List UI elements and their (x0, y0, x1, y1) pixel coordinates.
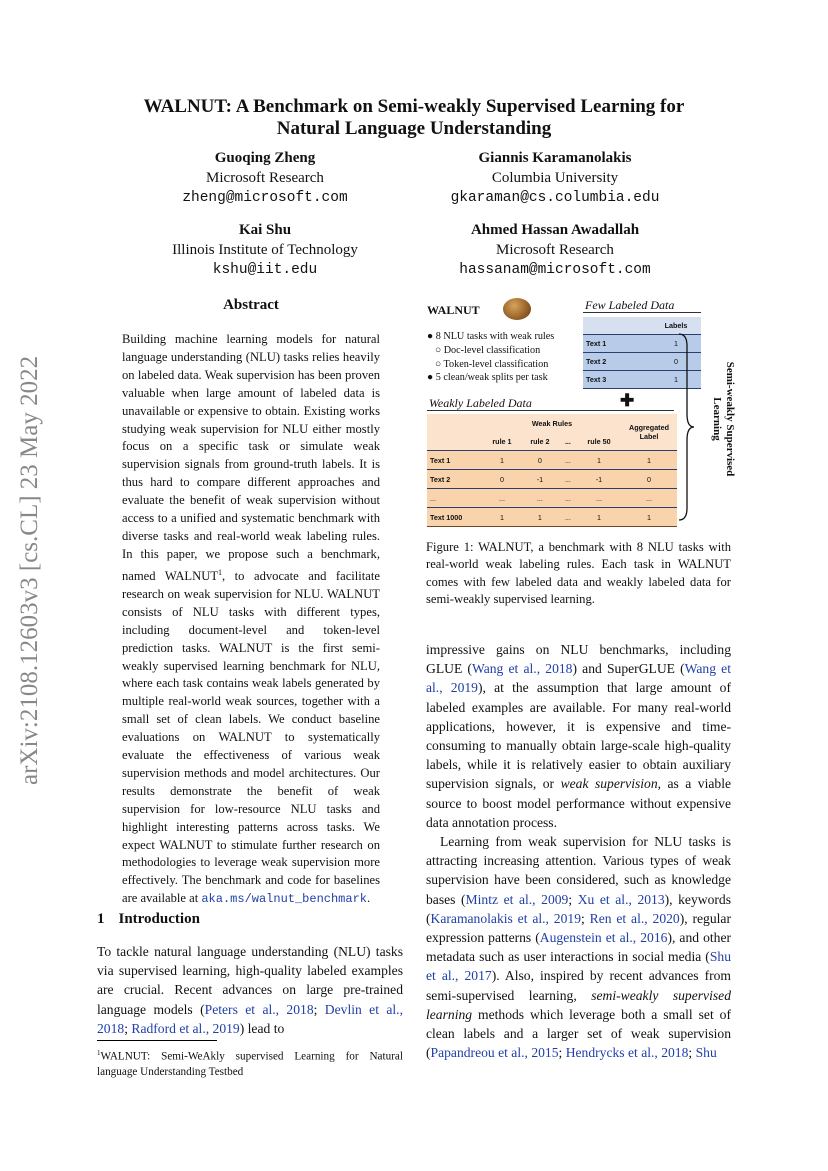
intro-paragraph (97, 942, 403, 1038)
citation-link[interactable]: Papandreou et al., 2015 (430, 1045, 559, 1061)
section-number: 1 (97, 911, 105, 927)
row-label: Text 1000 (427, 508, 483, 527)
body-text: ). Also, inspired by recent advances from semi-supervised learning, (426, 968, 731, 1003)
citation-link[interactable]: Shu et al., 2017 (426, 949, 731, 984)
row-label: Text 2 (427, 470, 483, 489)
footnote-divider (97, 1040, 217, 1041)
section-heading (97, 911, 387, 928)
cell: ... (577, 489, 621, 508)
bullet-text: 5 clean/weak splits per task (435, 372, 548, 384)
figure-1 (425, 296, 745, 531)
semi-weakly-vertical-label (710, 329, 736, 509)
right-brace-icon (677, 332, 695, 522)
body-text: ; (558, 1045, 566, 1061)
footnote-number: 1 (97, 1049, 101, 1057)
author-block (145, 220, 385, 280)
row-value: 1 (651, 335, 701, 353)
cell: ... (559, 470, 577, 489)
rule-header: rule 1 (492, 436, 512, 446)
figure-bullets (427, 330, 554, 385)
title-line-2: Natural Language Understanding (276, 118, 552, 139)
bullet-item (427, 371, 554, 385)
few-labeled-divider (583, 312, 701, 313)
author-email[interactable]: gkaraman@cs.columbia.edu (450, 190, 660, 206)
bullet-item (427, 330, 554, 344)
cell: 0 (621, 470, 677, 489)
weakly-labeled-title: Weakly Labeled Data (429, 396, 532, 410)
cell: ... (521, 489, 559, 508)
citation-link[interactable]: Ren et al., 2020 (589, 910, 680, 926)
cell: -1 (521, 470, 559, 489)
citation-link[interactable]: Hendrycks et al., 2018 (565, 1045, 689, 1061)
cell: 0 (521, 451, 559, 470)
abstract-body (122, 331, 380, 909)
row-label: Text 1 (583, 335, 651, 353)
author-name: Ahmed Hassan Awadallah (470, 222, 640, 238)
row-label: Text 2 (583, 353, 651, 371)
author-affiliation: Columbia University (491, 170, 619, 186)
paper-title (100, 96, 728, 140)
body-text: ; (688, 1045, 696, 1061)
body-text: ) and SuperGLUE ( (572, 661, 685, 677)
citation-link[interactable]: Xu et al., 2013 (577, 891, 665, 907)
footnote-text: WALNUT: Semi-WeAkly supervised Learning for Natural language Understanding Testbed (97, 1050, 403, 1078)
cell: ... (559, 489, 577, 508)
body-text: ) lead to (239, 1020, 285, 1036)
cell: 1 (621, 451, 677, 470)
table-row (427, 470, 677, 489)
body-text: To tackle natural language understanding (NLU) tasks via supervised learning, high-quality labeled examples are crucial. Recent advances on large pre-trained language models ( (97, 944, 403, 1017)
citation-link[interactable]: Wang et al., 2018 (471, 661, 573, 677)
abstract-text: Building machine learning models for natural language understanding (NLU) tasks relies heavily on labeled data. Weak supervision has been proven valuable when large amount of labeled data is unavailable or expensive to obtain. Existing works studying weak supervision for NLU either mostly focus on a specific task or simulate weak supervision signals from ground-truth labels. It is thus hard to compare different approaches and evaluate the benefit of weak supervision without access to a unified and systematic benchmark with diverse tasks and real-world weak labeling rules. In this paper, we propose such a benchmark, named WALNUT (122, 332, 380, 583)
body-text: , as a viable source to boost model performance without expensive data annotation process. (426, 776, 732, 830)
cell: 0 (483, 470, 521, 489)
row-label: ... (427, 489, 483, 508)
labels-header: Labels (664, 321, 688, 330)
bullet-text: Doc-level classification (443, 344, 541, 356)
cell: 1 (621, 508, 677, 527)
body-text: ; (313, 1001, 325, 1017)
cell: -1 (577, 470, 621, 489)
author-affiliation: Microsoft Research (496, 242, 614, 258)
vertical-label-line: Semi-weakly Supervised (724, 361, 736, 477)
rule-header: ... (564, 436, 571, 446)
title-line-1: WALNUT: A Benchmark on Semi-weakly Supervised Learning for (143, 96, 685, 117)
citation-link[interactable]: Radford et al., 2019 (131, 1020, 240, 1036)
cell: 1 (483, 451, 521, 470)
rule-header: rule 50 (587, 436, 611, 446)
author-affiliation: Illinois Institute of Technology (172, 242, 358, 258)
cell: 1 (577, 508, 621, 527)
author-block (420, 220, 690, 280)
body-text: ), keywords ( (426, 891, 731, 926)
author-email[interactable]: hassanam@microsoft.com (459, 262, 651, 278)
walnut-icon (503, 298, 531, 320)
body-text: ), at the assumption that large amount of labeled examples are available. For many real-world applications, however, it is expensive and time-consuming to manually obtain large-scale high-quality labels, while it is relatively easier to obtain auxiliary supervision signals, or (426, 680, 731, 792)
body-text: ; (124, 1020, 132, 1036)
author-name: Kai Shu (238, 222, 292, 238)
citation-link[interactable]: Wang et al., 2019 (426, 661, 731, 696)
footnote-marker[interactable]: 1 (218, 567, 223, 577)
rule-header: rule 2 (530, 436, 550, 446)
aggregated-label-header: Aggregated Label (629, 423, 669, 441)
arxiv-sidebar-stamp: arXiv:2108.12603v3 [cs.CL] 23 May 2022 (16, 355, 43, 785)
benchmark-link[interactable]: aka.ms/walnut_benchmark (201, 892, 367, 907)
author-block (145, 148, 385, 208)
few-labeled-title: Few Labeled Data (585, 298, 675, 312)
body-text: impressive gains on NLU benchmarks, including GLUE ( (426, 642, 731, 677)
bullet-item (427, 358, 554, 372)
cell: 1 (521, 508, 559, 527)
citation-link[interactable]: Augenstein et al., 2016 (539, 930, 668, 946)
author-block (420, 148, 690, 208)
cell: ... (621, 489, 677, 508)
row-label: Text 3 (583, 371, 651, 389)
citation-link[interactable]: Mintz et al., 2009 (465, 891, 569, 907)
figure-walnut-label: WALNUT (427, 303, 480, 317)
section-title: Introduction (118, 911, 200, 927)
cell: ... (483, 489, 521, 508)
row-label: Text 1 (427, 451, 483, 470)
weakly-labeled-divider (427, 410, 674, 411)
author-name: Giannis Karamanolakis (478, 150, 632, 166)
weakly-labeled-table (427, 414, 677, 527)
hollow-bullet-icon: ○ (435, 344, 442, 356)
author-affiliation: Microsoft Research (206, 170, 324, 186)
abstract-heading: Abstract (223, 297, 279, 313)
bullet-text: 8 NLU tasks with weak rules (435, 331, 555, 342)
vertical-label-line: Learning (711, 397, 723, 441)
body-text: Learning from weak supervision for NLU tasks is attracting increasing attention. Various types of weak supervision have been considered, such as knowledge bases ( (426, 834, 731, 907)
body-text: ; (568, 891, 578, 907)
author-email[interactable]: kshu@iit.edu (212, 262, 318, 278)
table-row (427, 489, 677, 508)
paragraph (426, 832, 731, 1062)
row-value: 0 (651, 353, 701, 371)
cell: ... (559, 451, 577, 470)
plus-icon: ✚ (620, 391, 635, 410)
body-text: methods which leverage both a small set of clean labels and a larger set of weak supervision ( (426, 1006, 731, 1061)
bullet-dot-icon: ● (427, 372, 434, 384)
body-text: ), and other metadata such as user interactions in social media ( (426, 930, 732, 965)
citation-link[interactable]: Peters et al., 2018 (204, 1001, 314, 1017)
citation-link[interactable]: Shu (695, 1045, 717, 1061)
paragraph (426, 640, 731, 832)
body-text: ; (581, 910, 590, 926)
citation-link[interactable]: Devlin et al., 2018 (97, 1001, 403, 1036)
row-value: 1 (651, 371, 701, 389)
emphasis-text: semi-weakly supervised learning (426, 987, 731, 1022)
emphasis-text: weak supervision (560, 776, 658, 792)
bullet-text: Token-level classification (443, 358, 549, 370)
weak-rules-header: Weak Rules (531, 418, 573, 428)
hollow-bullet-icon: ○ (435, 358, 442, 370)
abstract-text: . (367, 891, 371, 906)
cell: 1 (577, 451, 621, 470)
cell: 1 (483, 508, 521, 527)
bullet-dot-icon: ● (427, 331, 434, 342)
abstract-text: , to advocate and facilitate research on weak supervision for NLU. WALNUT consists of NLU tasks with different types, including document-level and token-level prediction tasks. WALNUT is the first semi-weakly supervised learning benchmark for NLU, where each task contains weak labels generated by multiple real-world weak sources, together with a small set of clean labels. We conduct baseline evaluations on WALNUT to systematically evaluate the effectiveness of various weak supervision methods and model architectures. Our results demonstrate the benefit of weak supervision for low-resource NLU tasks and highlight interesting patterns across tasks. We expect WALNUT to stimulate further research on methodologies to leverage weak supervision more effectively. The benchmark and code for baselines are available at (122, 568, 380, 906)
citation-link[interactable]: Karamanolakis et al., 2019 (430, 910, 581, 926)
bullet-item (427, 344, 554, 358)
body-text: ), regular expression patterns ( (426, 910, 731, 946)
table-header-row (427, 414, 677, 432)
footnote (97, 1046, 403, 1080)
table-row (427, 451, 677, 470)
table-row (427, 508, 677, 527)
cell: ... (559, 508, 577, 527)
author-email[interactable]: zheng@microsoft.com (182, 190, 348, 206)
author-name: Guoqing Zheng (214, 150, 316, 166)
figure-caption: Figure 1: WALNUT, a benchmark with 8 NLU tasks with real-world weak labeling rules. Each task in WALNUT comes with few labeled data and weakly labeled data for semi-weakly supervised learning. (426, 540, 731, 607)
right-column-text (426, 640, 731, 1062)
